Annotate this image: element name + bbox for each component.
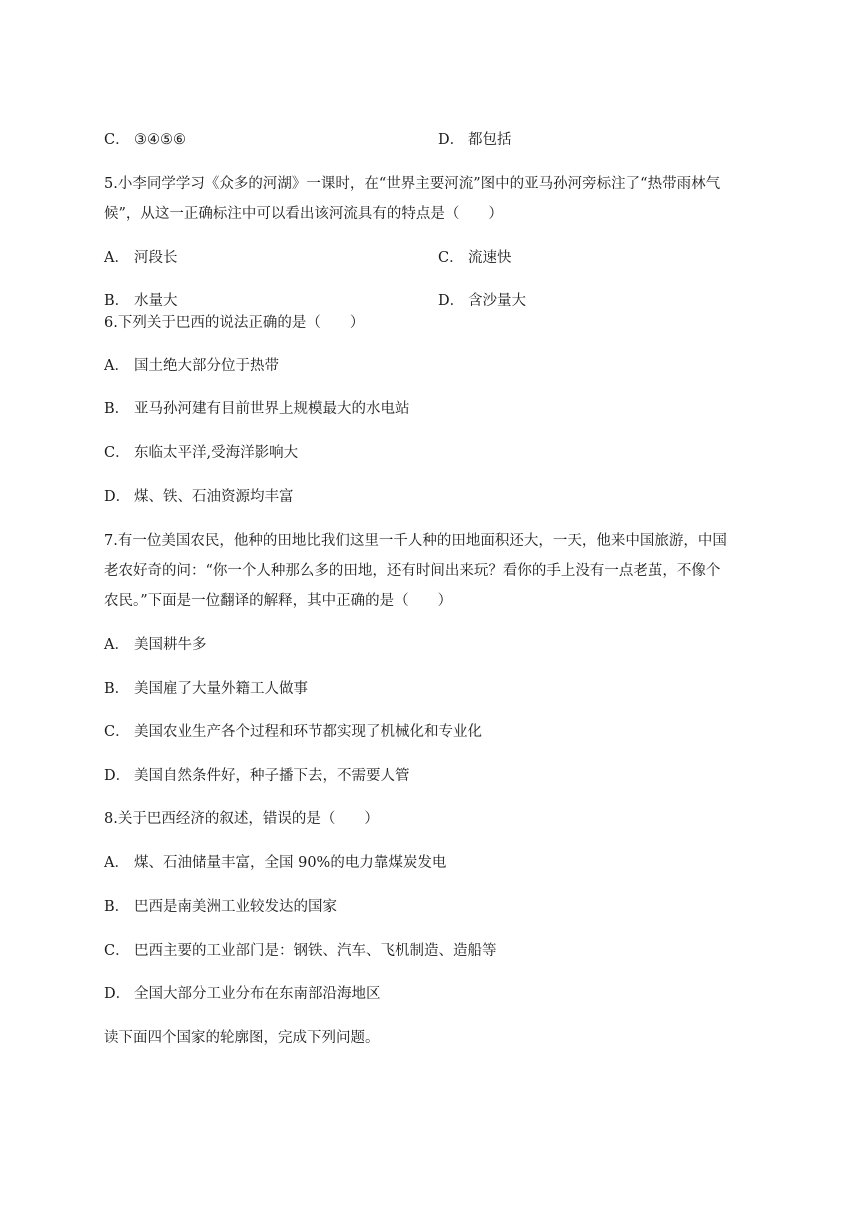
q5-stem-line1: 5.小李同学学习《众多的河湖》一课时，在“世界主要河流”图中的亚马孙河旁标注了“热带雨林气 bbox=[104, 176, 721, 192]
option-letter: C． bbox=[438, 250, 464, 266]
q5-option-c bbox=[438, 248, 512, 268]
option-letter: C． bbox=[104, 724, 130, 740]
option-text: 国土绝大部分位于热带 bbox=[134, 358, 279, 374]
q6-stem: 6.下列关于巴西的说法正确的是（ ） bbox=[104, 315, 365, 331]
option-letter: D． bbox=[438, 293, 465, 309]
option-text: 煤、石油储量丰富，全国 90%的电力靠煤炭发电 bbox=[134, 855, 447, 871]
section-instruction: 读下面四个国家的轮廓图，完成下列问题。 bbox=[104, 1030, 380, 1046]
q8-option-b bbox=[104, 897, 337, 917]
q6-option-a bbox=[104, 356, 279, 376]
option-letter: C． bbox=[104, 132, 130, 148]
q8-option-c bbox=[104, 941, 497, 961]
q8-option-d bbox=[104, 984, 381, 1004]
option-text: 全国大部分工业分布在东南部沿海地区 bbox=[134, 986, 381, 1002]
option-text: 美国自然条件好，种子播下去，不需要人管 bbox=[134, 768, 410, 784]
q4-option-d bbox=[438, 130, 512, 150]
option-letter: D． bbox=[104, 489, 131, 505]
q5-option-b bbox=[104, 291, 178, 311]
option-letter: D． bbox=[438, 132, 465, 148]
q7-option-c bbox=[104, 722, 482, 742]
q7-option-a bbox=[104, 635, 207, 655]
option-letter: A． bbox=[104, 358, 129, 374]
q7-option-d bbox=[104, 766, 410, 786]
option-text: 流速快 bbox=[468, 250, 512, 266]
option-text: 巴西是南美洲工业较发达的国家 bbox=[134, 899, 337, 915]
option-text: 美国农业生产各个过程和环节都实现了机械化和专业化 bbox=[134, 724, 482, 740]
option-letter: B． bbox=[104, 899, 130, 915]
option-text: 煤、铁、石油资源均丰富 bbox=[134, 489, 294, 505]
option-letter: D． bbox=[104, 768, 131, 784]
q7-option-b bbox=[104, 679, 308, 699]
option-letter: C． bbox=[104, 943, 130, 959]
option-text: 美国雇了大量外籍工人做事 bbox=[134, 681, 308, 697]
option-letter: A． bbox=[104, 637, 129, 653]
q4-option-c bbox=[104, 130, 186, 150]
option-text: 东临太平洋,受海洋影响大 bbox=[134, 445, 299, 461]
q7-stem-line1: 7.有一位美国农民，他种的田地比我们这里一千人种的田地面积还大，一天，他来中国旅游，中国 bbox=[104, 533, 727, 549]
q8-stem: 8.关于巴西经济的叙述，错误的是（ ） bbox=[104, 811, 379, 827]
option-text: 都包括 bbox=[468, 132, 512, 148]
q7-stem-line3: 农民。”下面是一位翻译的解释，其中正确的是（ ） bbox=[104, 593, 453, 609]
q6-option-b bbox=[104, 399, 410, 419]
q5-option-d bbox=[438, 291, 526, 311]
q5-stem-line2: 候”，从这一正确标注中可以看出该河流具有的特点是（ ） bbox=[104, 206, 503, 222]
option-text: 巴西主要的工业部门是：钢铁、汽车、飞机制造、造船等 bbox=[134, 943, 497, 959]
option-letter: D． bbox=[104, 986, 131, 1002]
option-text: 河段长 bbox=[134, 250, 178, 266]
q7-stem-line2: 老农好奇的问：“你一个人种那么多的田地，还有时间出来玩？看你的手上没有一点老茧，不像个 bbox=[104, 563, 721, 579]
q6-option-c bbox=[104, 443, 298, 463]
option-letter: C． bbox=[104, 445, 130, 461]
option-text: ③④⑤⑥ bbox=[134, 132, 186, 148]
option-letter: A． bbox=[104, 250, 129, 266]
q6-option-d bbox=[104, 487, 294, 507]
option-letter: B． bbox=[104, 401, 130, 417]
option-text: 水量大 bbox=[134, 293, 178, 309]
option-letter: B． bbox=[104, 293, 130, 309]
q5-option-a bbox=[104, 248, 178, 268]
option-letter: B． bbox=[104, 681, 130, 697]
option-letter: A． bbox=[104, 855, 129, 871]
q8-option-a bbox=[104, 853, 446, 873]
option-text: 含沙量大 bbox=[468, 293, 526, 309]
option-text: 亚马孙河建有目前世界上规模最大的水电站 bbox=[134, 401, 410, 417]
option-text: 美国耕牛多 bbox=[134, 637, 207, 653]
